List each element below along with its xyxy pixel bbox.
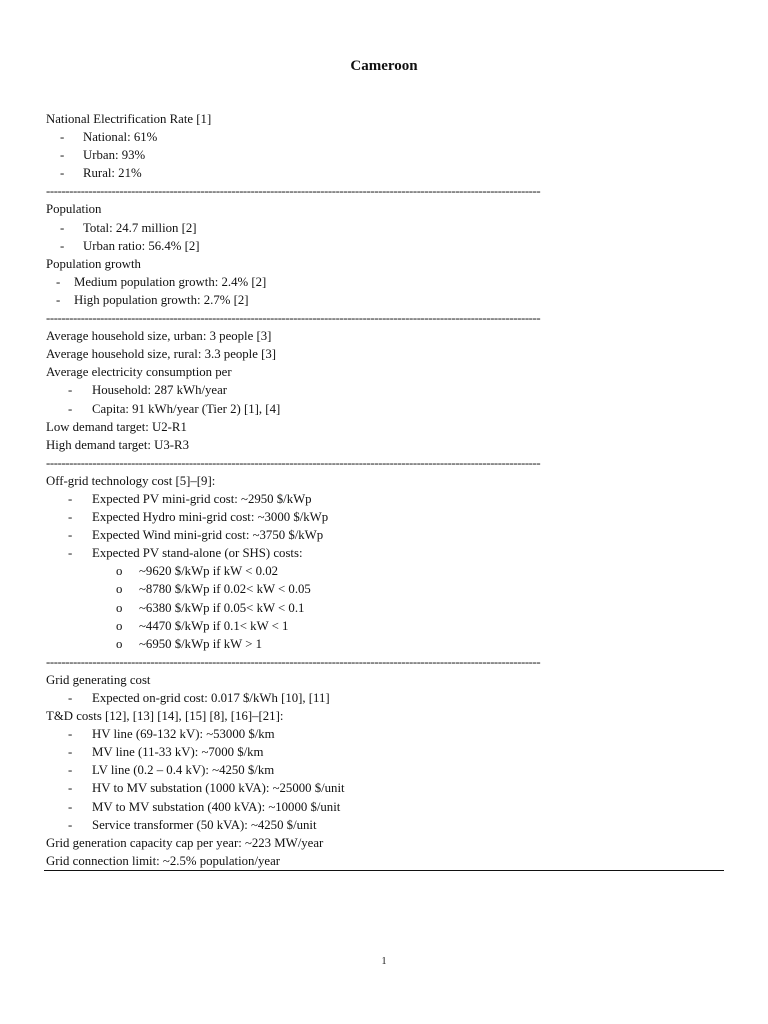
list-item: [46, 128, 726, 146]
list-item: [46, 219, 726, 237]
list-item-text: Expected Hydro mini-grid cost: ~3000 $/kWp: [92, 510, 329, 525]
dash-marker: -: [68, 401, 73, 416]
section-separator: --------------------------------------------------------------------------------------------------------------------------------: [46, 654, 541, 669]
section-separator: --------------------------------------------------------------------------------------------------------------------------------: [46, 311, 541, 326]
list-item-text: Expected PV stand-alone (or SHS) costs:: [92, 546, 303, 561]
consumption-heading: Average electricity consumption per: [46, 365, 232, 380]
capacity-cap: Grid generation capacity cap per year: ~223 MW/year: [46, 835, 324, 850]
page-title: Cameroon: [350, 58, 418, 74]
dash-marker: -: [60, 130, 65, 145]
list-item-text: Medium population growth: 2.4% [2]: [74, 274, 267, 289]
circle-bullet-icon: o: [116, 618, 123, 633]
list-item-text: ~8780 $/kWp if 0.02< kW < 0.05: [139, 582, 311, 597]
dash-marker: -: [68, 727, 73, 742]
list-item: [46, 291, 726, 309]
list-item: [46, 381, 726, 399]
list-item-text: ~6380 $/kWp if 0.05< kW < 0.1: [139, 600, 305, 615]
list-item: [46, 146, 726, 164]
list-item: [46, 400, 726, 418]
connection-limit: Grid connection limit: ~2.5% population/year: [46, 853, 281, 868]
offgrid-heading: Off-grid technology cost [5]–[9]:: [46, 473, 216, 488]
list-item-text: Total: 24.7 million [2]: [83, 220, 197, 235]
list-item-text: ~6950 $/kWp if kW > 1: [139, 636, 263, 651]
list-item: [46, 490, 726, 508]
list-item-text: High population growth: 2.7% [2]: [74, 292, 249, 307]
dash-marker: -: [56, 274, 61, 289]
household-size-rural: Average household size, rural: 3.3 people [3]: [46, 347, 277, 362]
low-demand-target: Low demand target: U2-R1: [46, 419, 187, 434]
dash-marker: -: [60, 238, 65, 253]
list-item: [46, 816, 726, 834]
dash-marker: -: [60, 148, 65, 163]
high-demand-target: High demand target: U3-R3: [46, 437, 189, 452]
dash-marker: -: [60, 166, 65, 181]
sub-list-item: [46, 599, 726, 617]
page-number: 1: [381, 956, 387, 967]
list-item-text: National: 61%: [83, 130, 158, 145]
list-item-text: Expected PV mini-grid cost: ~2950 $/kWp: [92, 491, 312, 506]
list-item-text: Service transformer (50 kVA): ~4250 $/unit: [92, 817, 317, 832]
list-item-text: Household: 287 kWh/year: [92, 383, 228, 398]
list-item-text: Urban ratio: 56.4% [2]: [83, 238, 200, 253]
dash-marker: -: [68, 491, 73, 506]
list-item-text: MV to MV substation (400 kVA): ~10000 $/unit: [92, 799, 341, 814]
circle-bullet-icon: o: [116, 636, 123, 651]
dash-marker: -: [68, 799, 73, 814]
list-item-text: ~9620 $/kWp if kW < 0.02: [139, 564, 279, 579]
list-item: [46, 273, 726, 291]
list-item: [46, 544, 726, 562]
list-item-text: Rural: 21%: [83, 166, 142, 181]
list-item-text: HV line (69-132 kV): ~53000 $/km: [92, 727, 275, 742]
list-item-text: Capita: 91 kWh/year (Tier 2) [1], [4]: [92, 401, 281, 416]
list-item: [46, 164, 726, 182]
section-separator: --------------------------------------------------------------------------------------------------------------------------------: [46, 455, 541, 470]
list-item: [46, 508, 726, 526]
list-item: [46, 761, 726, 779]
dash-marker: -: [68, 691, 73, 705]
circle-bullet-icon: o: [116, 582, 123, 597]
document-body: [46, 110, 726, 870]
list-item-text: HV to MV substation (1000 kVA): ~25000 $/unit: [92, 781, 345, 796]
sub-list-item: [46, 562, 726, 580]
circle-bullet-icon: o: [116, 564, 123, 579]
circle-bullet-icon: o: [116, 600, 123, 615]
dash-marker: -: [68, 781, 73, 796]
grid-cost-heading: Grid generating cost: [46, 672, 151, 687]
list-item-text: ~4470 $/kWp if 0.1< kW < 1: [139, 618, 289, 633]
dash-marker: -: [68, 745, 73, 760]
td-costs-heading: T&D costs [12], [13] [14], [15] [8], [16]–[21]:: [46, 709, 284, 724]
dash-marker: -: [68, 817, 73, 832]
list-item-text: MV line (11-33 kV): ~7000 $/km: [92, 745, 264, 760]
list-item: [46, 526, 726, 544]
sub-list-item: [46, 635, 726, 653]
household-size-urban: Average household size, urban: 3 people [3]: [46, 329, 272, 344]
dash-marker: -: [60, 220, 65, 235]
electrification-heading: National Electrification Rate [1]: [46, 112, 212, 126]
dash-marker: -: [68, 546, 73, 561]
sub-list-item: [46, 617, 726, 635]
list-item: [46, 743, 726, 761]
list-item-text: Expected Wind mini-grid cost: ~3750 $/kWp: [92, 528, 324, 543]
list-item: [46, 689, 726, 707]
dash-marker: -: [68, 383, 73, 398]
dash-marker: -: [68, 510, 73, 525]
list-item-text: LV line (0.2 – 0.4 kV): ~4250 $/km: [92, 763, 275, 778]
section-separator: --------------------------------------------------------------------------------------------------------------------------------: [46, 184, 541, 199]
list-item-text: Expected on-grid cost: 0.017 $/kWh [10], [11]: [92, 691, 330, 705]
sub-list-item: [46, 580, 726, 598]
population-heading: Population: [46, 202, 102, 217]
list-item: [46, 798, 726, 816]
list-item: [46, 237, 726, 255]
population-growth-heading: Population growth: [46, 256, 141, 271]
dash-marker: -: [68, 763, 73, 778]
list-item-text: Urban: 93%: [83, 148, 146, 163]
dash-marker: -: [68, 528, 73, 543]
list-item: [46, 779, 726, 797]
dash-marker: -: [56, 292, 61, 307]
footer-rule: [44, 870, 724, 871]
list-item: [46, 725, 726, 743]
